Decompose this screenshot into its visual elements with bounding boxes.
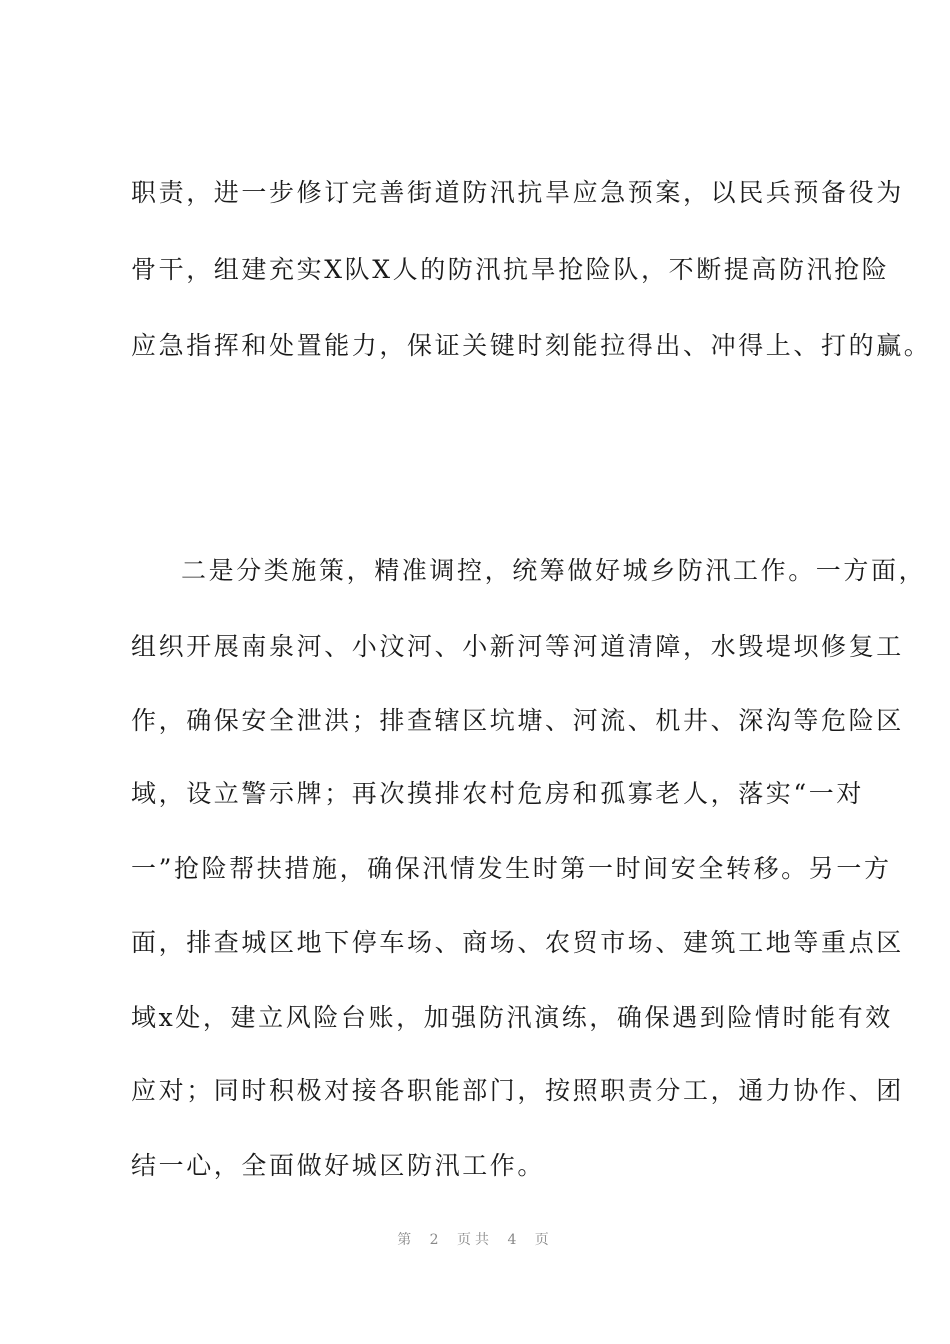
- paragraph-1-line-2: 骨干，组建充实X队X人的防汛抗旱抢险队，不断提高防汛抢险: [131, 255, 890, 284]
- paragraph-2-line-2: 组织开展南泉河、小汶河、小新河等河道清障，水毁堤坝修复工: [131, 632, 904, 661]
- paragraph-2-line-8: 应对；同时积极对接各职能部门，按照职责分工，通力协作、团: [131, 1076, 904, 1105]
- paragraph-1-line-1: 职责，进一步修订完善街道防汛抗旱应急预案，以民兵预备役为: [131, 178, 904, 207]
- paragraph-2-line-4: 域，设立警示牌；再次摸排农村危房和孤寡老人，落实“一对: [131, 779, 864, 808]
- paragraph-2-line-3: 作，确保安全泄洪；排查辖区坑塘、河流、机井、深沟等危险区: [131, 706, 904, 735]
- paragraph-2-line-5: 一”抢险帮扶措施，确保汛情发生时第一时间安全转移。另一方: [131, 854, 892, 883]
- paragraph-2-line-7: 域x处，建立风险台账，加强防汛演练，确保遇到险情时能有效: [131, 1003, 893, 1032]
- paragraph-1-line-3: 应急指挥和处置能力，保证关键时刻能拉得出、冲得上、打的赢。: [131, 331, 932, 360]
- paragraph-2-line-6: 面，排查城区地下停车场、商场、农贸市场、建筑工地等重点区: [131, 928, 904, 957]
- paragraph-2-line-1: 二是分类施策，精准调控，统筹做好城乡防汛工作。一方面，: [181, 556, 927, 585]
- page-number-footer: 第 2 页共 4 页: [397, 1232, 553, 1248]
- paragraph-2-line-9: 结一心，全面做好城区防汛工作。: [131, 1151, 546, 1180]
